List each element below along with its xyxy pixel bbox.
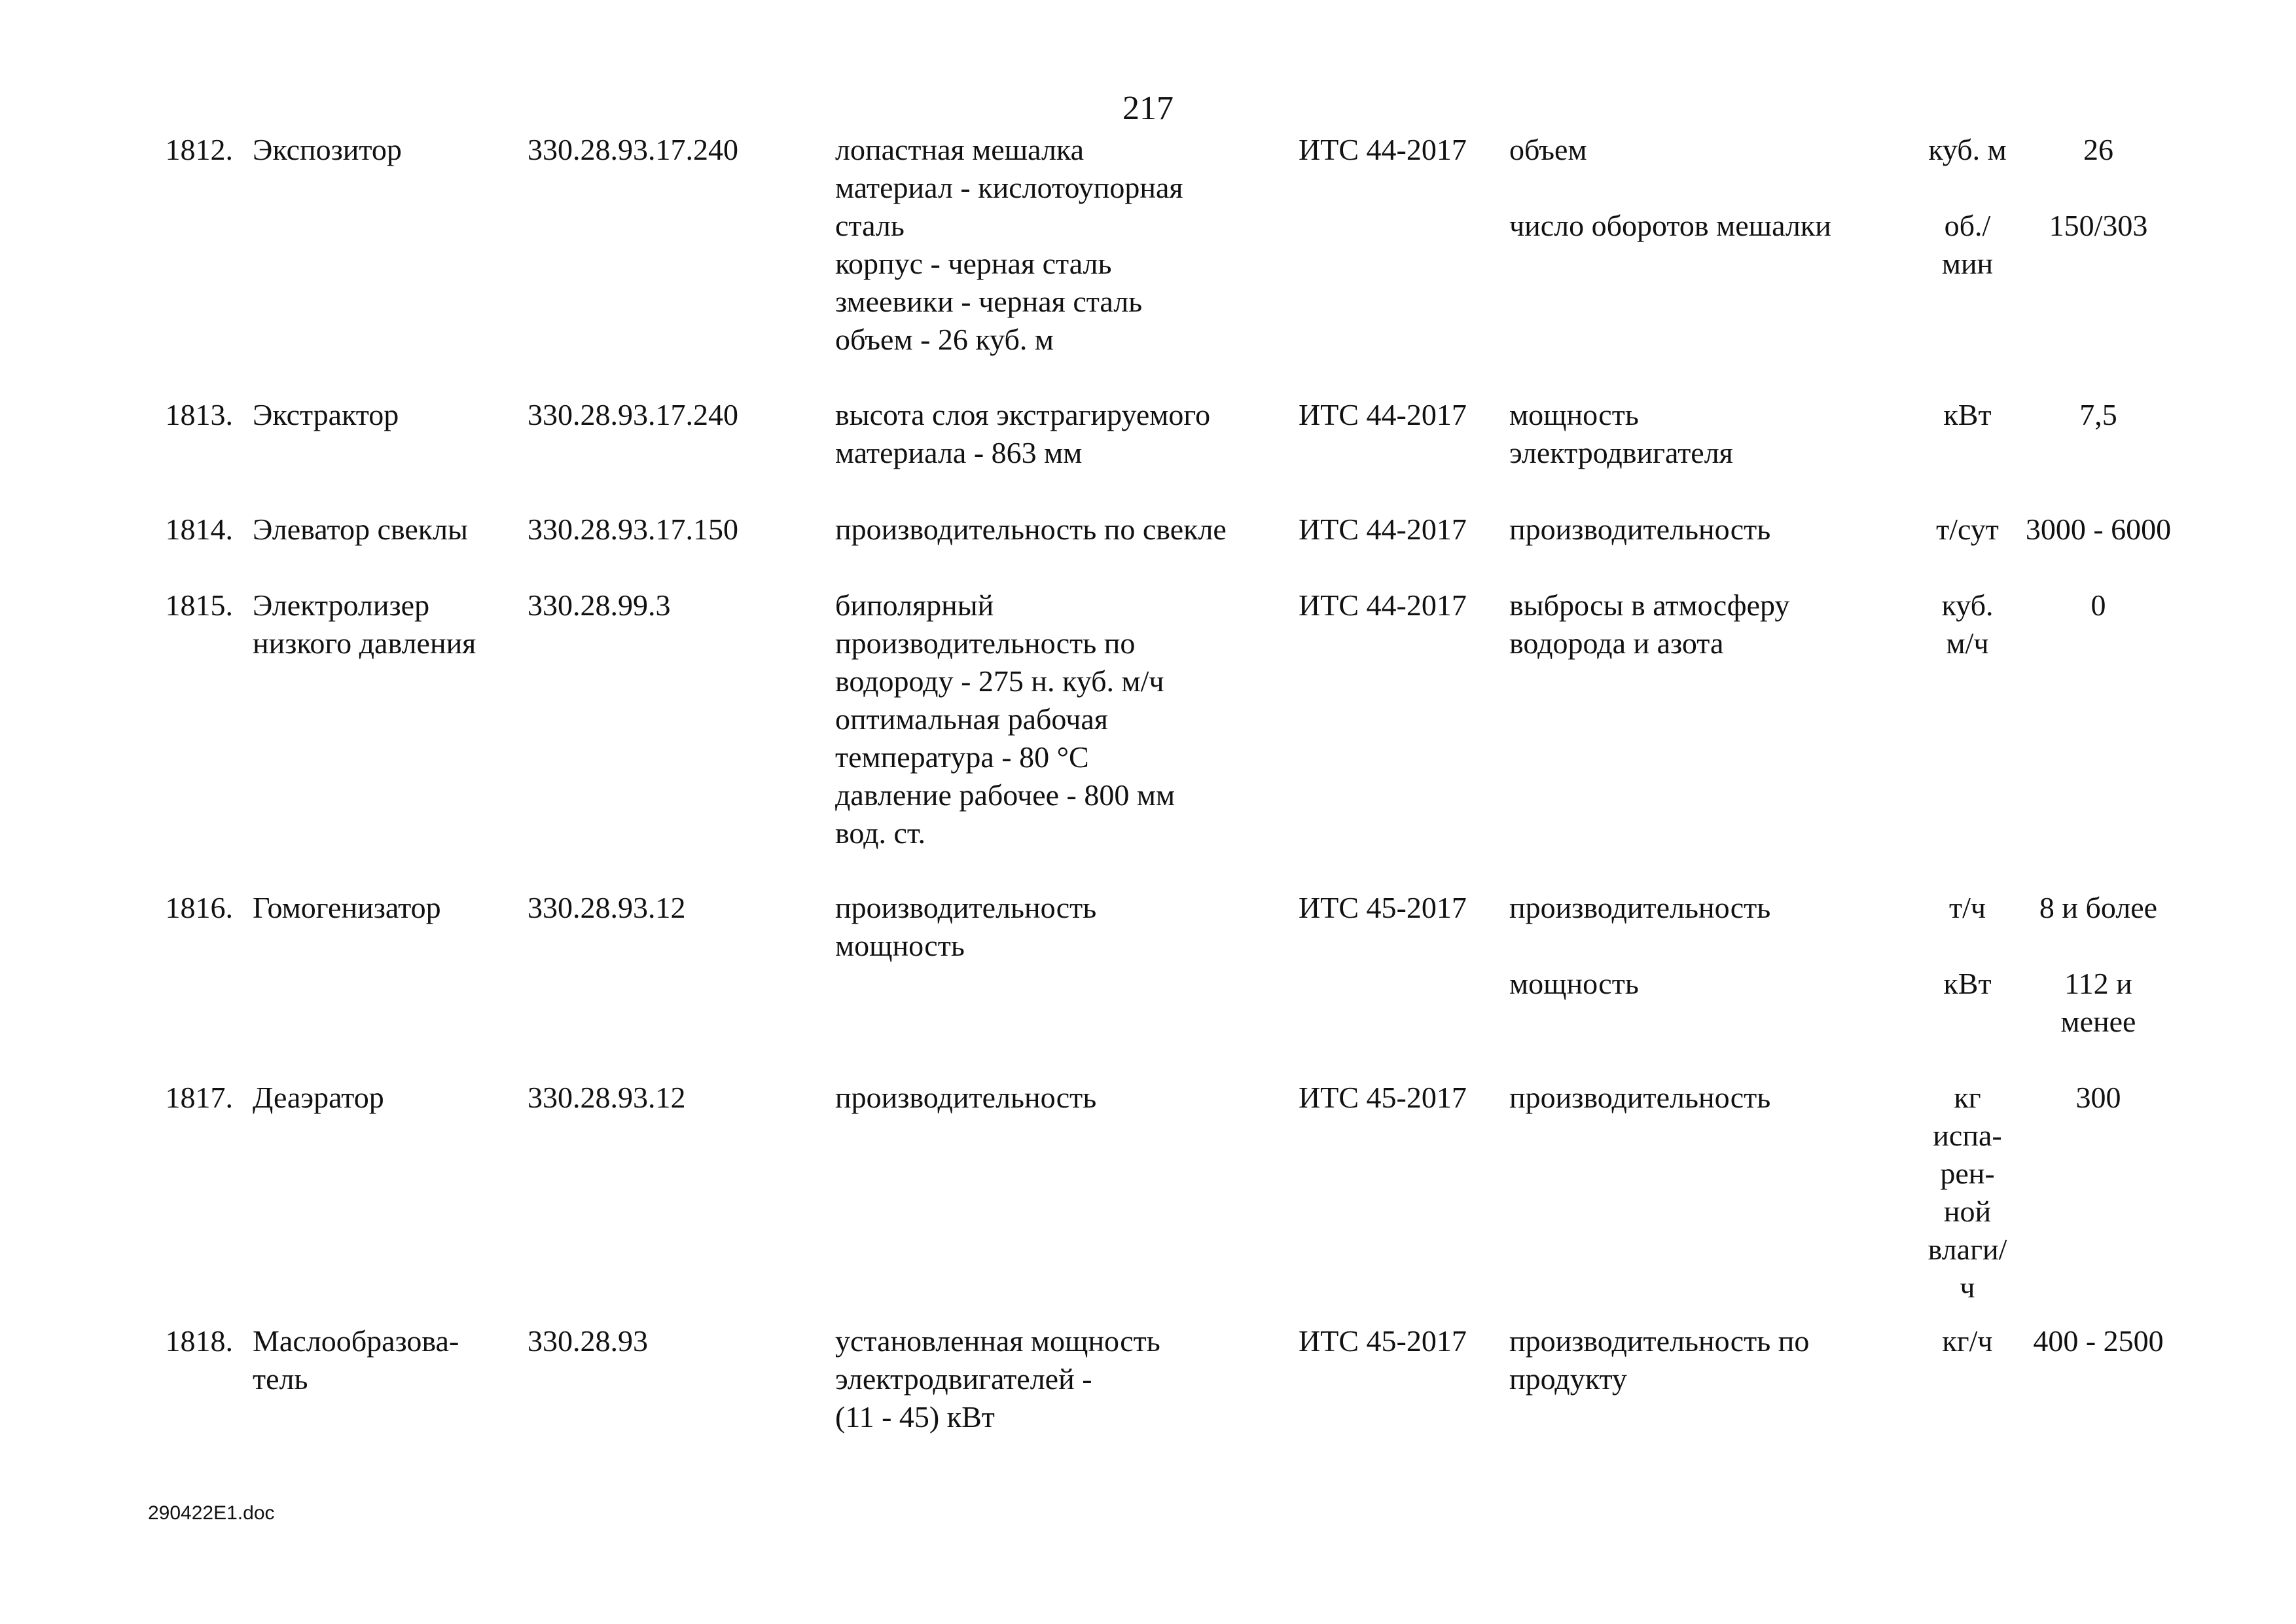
equipment-name: Элеватор свеклы — [253, 513, 468, 546]
parameter-unit: куб. м — [1928, 133, 2007, 166]
table-row — [148, 586, 2190, 889]
standard-reference: ИТС 45-2017 — [1299, 1081, 1467, 1114]
parameter-value: 7,5 — [2079, 398, 2117, 431]
row-number: 1818. — [165, 1324, 233, 1358]
parameter-name: мощность — [1509, 967, 1639, 1000]
standard-reference: ИТС 45-2017 — [1299, 1324, 1467, 1358]
equipment-description: биполярный производительность по водороду - 275 н. куб. м/ч оптимальная рабочая температура - 80 °С давление рабочее - 800 мм вод. ст. — [835, 588, 1175, 850]
parameter-value: 400 - 2500 — [2033, 1324, 2164, 1358]
row-number: 1812. — [165, 133, 233, 166]
equipment-name: Маслообразова- тель — [253, 1324, 459, 1396]
parameter-value: 300 — [2075, 1081, 2121, 1114]
parameter-unit: т/сут — [1936, 513, 1999, 546]
parameter-unit: кВт — [1943, 398, 1992, 431]
parameter-name: производительность по продукту — [1509, 1324, 1810, 1396]
row-number: 1817. — [165, 1081, 233, 1114]
parameter-value: 26 — [2083, 133, 2113, 166]
equipment-code: 330.28.93 — [528, 1324, 648, 1358]
parameter-unit: куб. м/ч — [1941, 588, 1994, 660]
document-filename: 290422E1.doc — [148, 1502, 275, 1524]
table-row — [148, 1322, 2190, 1440]
parameter-value: 150/303 — [2049, 209, 2148, 242]
parameter-name: объем — [1509, 133, 1587, 166]
row-number: 1814. — [165, 513, 233, 546]
equipment-code: 330.28.93.17.240 — [528, 133, 738, 166]
standard-reference: ИТС 45-2017 — [1299, 891, 1467, 924]
row-number: 1813. — [165, 398, 233, 431]
parameter-value: 0 — [2090, 588, 2106, 622]
equipment-code: 330.28.93.12 — [528, 891, 686, 924]
standard-reference: ИТС 44-2017 — [1299, 513, 1467, 546]
page-number: 217 — [1122, 90, 1174, 127]
equipment-code: 330.28.93.17.240 — [528, 398, 738, 431]
equipment-description: производительность — [835, 1081, 1097, 1114]
standard-reference: ИТС 44-2017 — [1299, 398, 1467, 431]
equipment-description: лопастная мешалка материал - кислотоупорная сталь корпус - черная сталь змеевики - черная сталь объем - 26 куб. м — [835, 133, 1183, 356]
equipment-description: установленная мощность электродвигателей - (11 - 45) кВт — [835, 1324, 1160, 1434]
equipment-name: Экстрактор — [253, 398, 399, 431]
row-number: 1816. — [165, 891, 233, 924]
equipment-code: 330.28.93.17.150 — [528, 513, 738, 546]
parameter-value: 8 и более — [2039, 891, 2158, 924]
parameter-unit: кВт — [1943, 967, 1992, 1000]
row-number: 1815. — [165, 588, 233, 622]
parameter-unit: кг испа- рен- ной влаги/ ч — [1928, 1081, 2007, 1304]
table-row — [148, 889, 2190, 1079]
equipment-code: 330.28.93.12 — [528, 1081, 686, 1114]
table-row — [148, 396, 2190, 511]
parameter-value: 112 и менее — [2060, 967, 2136, 1038]
standard-reference: ИТС 44-2017 — [1299, 133, 1467, 166]
equipment-name: Электролизер низкого давления — [253, 588, 476, 660]
parameter-name: мощность электродвигателя — [1509, 398, 1733, 469]
equipment-name: Деаэратор — [253, 1081, 384, 1114]
parameter-name: производительность — [1509, 1081, 1771, 1114]
parameter-value: 3000 - 6000 — [2025, 513, 2172, 546]
equipment-description: производительность по свекле — [835, 513, 1227, 546]
parameter-name: производительность — [1509, 513, 1771, 546]
equipment-description: производительность мощность — [835, 891, 1097, 962]
parameter-unit: т/ч — [1948, 891, 1986, 924]
parameter-name: выбросы в атмосферу водорода и азота — [1509, 588, 1790, 660]
equipment-name: Гомогенизатор — [253, 891, 441, 924]
parameter-name: производительность — [1509, 891, 1771, 924]
table-row — [148, 511, 2190, 586]
table-row — [148, 1079, 2190, 1322]
table-row — [148, 131, 2190, 396]
equipment-code: 330.28.99.3 — [528, 588, 671, 622]
equipment-description: высота слоя экстрагируемого материала - 863 мм — [835, 398, 1211, 469]
equipment-name: Экспозитор — [253, 133, 402, 166]
parameter-unit: об./ мин — [1941, 209, 1994, 280]
parameter-unit: кг/ч — [1942, 1324, 1993, 1358]
parameter-name: число оборотов мешалки — [1509, 209, 1831, 242]
standard-reference: ИТС 44-2017 — [1299, 588, 1467, 622]
